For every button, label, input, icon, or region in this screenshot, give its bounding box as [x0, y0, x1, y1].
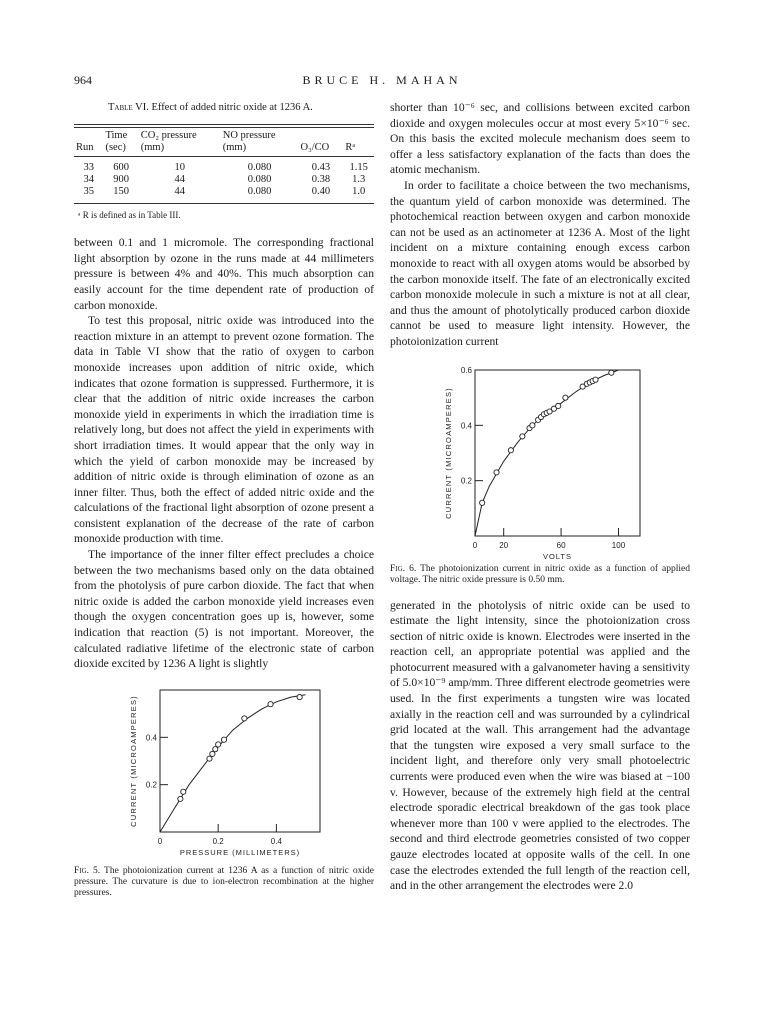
table-caption-label: Table VI.: [108, 102, 149, 113]
data-point: [207, 756, 212, 761]
plot-frame: [475, 370, 640, 536]
data-point: [181, 789, 186, 794]
x-tick-label: 0: [472, 540, 478, 550]
th-no: NO pressure (mm): [222, 129, 276, 153]
th-run: Run: [76, 141, 94, 153]
x-tick-label: 60: [556, 540, 566, 550]
plot-frame: [160, 690, 320, 832]
table-row: 35 150 44 0.080 0.40 1.0: [83, 185, 366, 197]
figure-6-caption: [390, 564, 690, 586]
data-point: [530, 422, 535, 427]
y-axis-label: CURRENT (MICROAMPERES): [129, 694, 138, 827]
figure-6: [390, 360, 690, 560]
y-tick-label: 0.4: [145, 733, 157, 743]
table-caption: [108, 100, 374, 116]
data-point: [268, 701, 273, 706]
data-point: [210, 751, 215, 756]
table-caption-text: Effect of added nitric oxide at 1236 A.: [151, 102, 313, 113]
figure-6-caption-text: The photoionization current in nitric oxide as a function of applied voltage. The nitric oxide pressure is 0.50 mm.: [390, 563, 690, 585]
table-header-row: [74, 127, 374, 156]
y-tick-label: 0.2: [145, 780, 157, 790]
data-point: [508, 447, 513, 452]
th-co2: CO₂ pressure (mm): [140, 129, 197, 153]
y-tick-label: 0.6: [460, 365, 472, 375]
table-footnote: ᵃ R is defined as in Table III.: [78, 209, 181, 220]
data-point: [216, 742, 221, 747]
data-point: [494, 469, 499, 474]
data-table: [74, 124, 374, 204]
x-axis-label: VOLTS: [542, 551, 573, 560]
running-head: BRUCE H. MAHAN: [302, 73, 462, 87]
page-number: 964: [74, 73, 92, 87]
th-ratio: O₃/CO: [300, 141, 330, 153]
x-tick-label: 0.4: [270, 836, 282, 846]
data-point: [563, 395, 568, 400]
table-row: 33 600 10 0.080 0.43 1.15: [83, 161, 368, 173]
right-paragraph-3: generated in the photolysis of nitric oxide can be used to estimate the light intensity, since the photoionization cross section of nitric oxide is known. Electrodes were inserted in the reaction cell, an appropriate potential was applied and the photocurrent measured with a galvanometer having a sensitivity of 5.0×10⁻⁹ amp/mm. Three different electrode geometries were used. In the first experiments a tungsten wire was located axially in the reaction cell and was surrounded by a cylindrical grid located at the wall. This arrangement had the advantage that the tungsten wire exposed a very small surface to the incident light, and therefore only very small photoelectric currents were produced even when the wire was biased at −100 v. However, because of the extremely high field at the central electrode sporadic electrical breakdown of the gas took place whenever more than 100 v were applied to the electrodes. The second and third electrode geometries consisted of two copper gauze electrodes located at opposite walls of the cell. In one case the electrodes extended the full length of the reaction cell, and in the other arrangement the electrodes were 2.0: [390, 598, 690, 893]
left-paragraph-1: between 0.1 and 1 micromole. The corresponding fractional light absorption by ozone in the runs made at 44 millimeters pressure is between 4% and 40%. This much absorption can easily account for the time dependent rate of production of carbon monoxide.: [74, 236, 374, 312]
right-paragraph-1: shorter than 10⁻⁶ sec, and collisions between excited carbon dioxide and oxygen molecules occur at most every 5×10⁻⁶ sec. On this basis the excited molecule mechanism does seem to offer a less satisfactory explanation of the facts than does the atomic mechanism.: [390, 101, 690, 177]
x-tick-label: 0.2: [212, 836, 224, 846]
figure-5-caption-label: Fig. 5.: [74, 865, 101, 876]
data-point: [242, 716, 247, 721]
figure-5-chart: [74, 682, 374, 862]
data-point: [213, 746, 218, 751]
th-time: Time (sec): [105, 129, 128, 153]
figure-5-caption: [74, 866, 374, 899]
y-tick-label: 0.4: [460, 420, 472, 430]
x-axis-label: PRESSURE (MILLIMETERS): [179, 847, 301, 857]
fit-curve: [160, 695, 306, 832]
data-point: [609, 370, 614, 375]
data-point: [593, 377, 598, 382]
data-point: [480, 500, 485, 505]
th-r: Rᵃ: [345, 141, 356, 153]
x-tick-label: 0: [157, 836, 163, 846]
data-point: [520, 433, 525, 438]
figure-5-caption-text: The photoionization current at 1236 A as a function of nitric oxide pressure. The curvature is due to ion-electron recombination at the higher pressures.: [74, 865, 374, 898]
right-paragraph-2: In order to facilitate a choice between the two mechanisms, the quantum yield of carbon monoxide was determined. The photochemical reaction between oxygen and carbon monoxide can not be used as an actinometer at 1236 A. Most of the light incident on a mixture containing enough excess carbon monoxide to react with all oxygen atoms would be absorbed by the carbon monoxide itself. The fate of an electronically excited carbon monoxide molecule in such a mixture is not at all clear, and thus the amount of photolytically produced carbon dioxide cannot be used to measure light intensity. However, the photoionization current: [390, 178, 690, 348]
left-column: [74, 100, 374, 899]
figure-6-chart: [390, 360, 690, 560]
y-axis-label: CURRENT (MICROAMPERES): [444, 386, 453, 519]
right-column: [390, 100, 690, 894]
figure-6-caption-label: Fig. 6.: [390, 563, 417, 574]
page-header: [74, 73, 690, 89]
y-tick-label: 0.2: [460, 476, 472, 486]
figure-5: [74, 682, 374, 862]
data-point: [178, 796, 183, 801]
left-paragraph-3: The importance of the inner filter effect precludes a choice between the two mechanisms based only on the data obtained from the photolysis of pure carbon dioxide. The fact that when nitric oxide is added the carbon monoxide yield increases even though the oxygen concentration goes up is, however, some indication that reaction (5) is not important. Moreover, the calculated radiative lifetime of the electronic state of carbon dioxide excited by 1236 A light is slightly: [74, 548, 374, 671]
x-tick-label: 20: [499, 540, 509, 550]
data-point: [556, 403, 561, 408]
data-point: [221, 737, 226, 742]
data-point: [297, 694, 302, 699]
table-row: 34 900 44 0.080 0.38 1.3: [83, 173, 366, 185]
left-paragraph-2: To test this proposal, nitric oxide was introduced into the reaction mixture in an attempt to prevent ozone formation. The data in Table VI show that the ratio of oxygen to carbon monoxide increases upon addition of nitric oxide, which indicates that ozone formation is suppressed. Furthermore, it is clear that the addition of nitric oxide increases the carbon monoxide yield in experiments in which the irradiation time is relatively long, but does not affect the yield in experiments with short irradiation times. It would appear that the only way in which the yield of carbon monoxide may be increased by addition of nitric oxide is through elimination of ozone as an inner filter. Thus, both the effect of added nitric oxide and the calculations of the fractional light absorption of ozone present a consistent explanation of the decrease of the rate of carbon monoxide production with time.: [74, 314, 374, 546]
fit-curve: [475, 370, 619, 536]
x-tick-label: 100: [611, 540, 626, 550]
